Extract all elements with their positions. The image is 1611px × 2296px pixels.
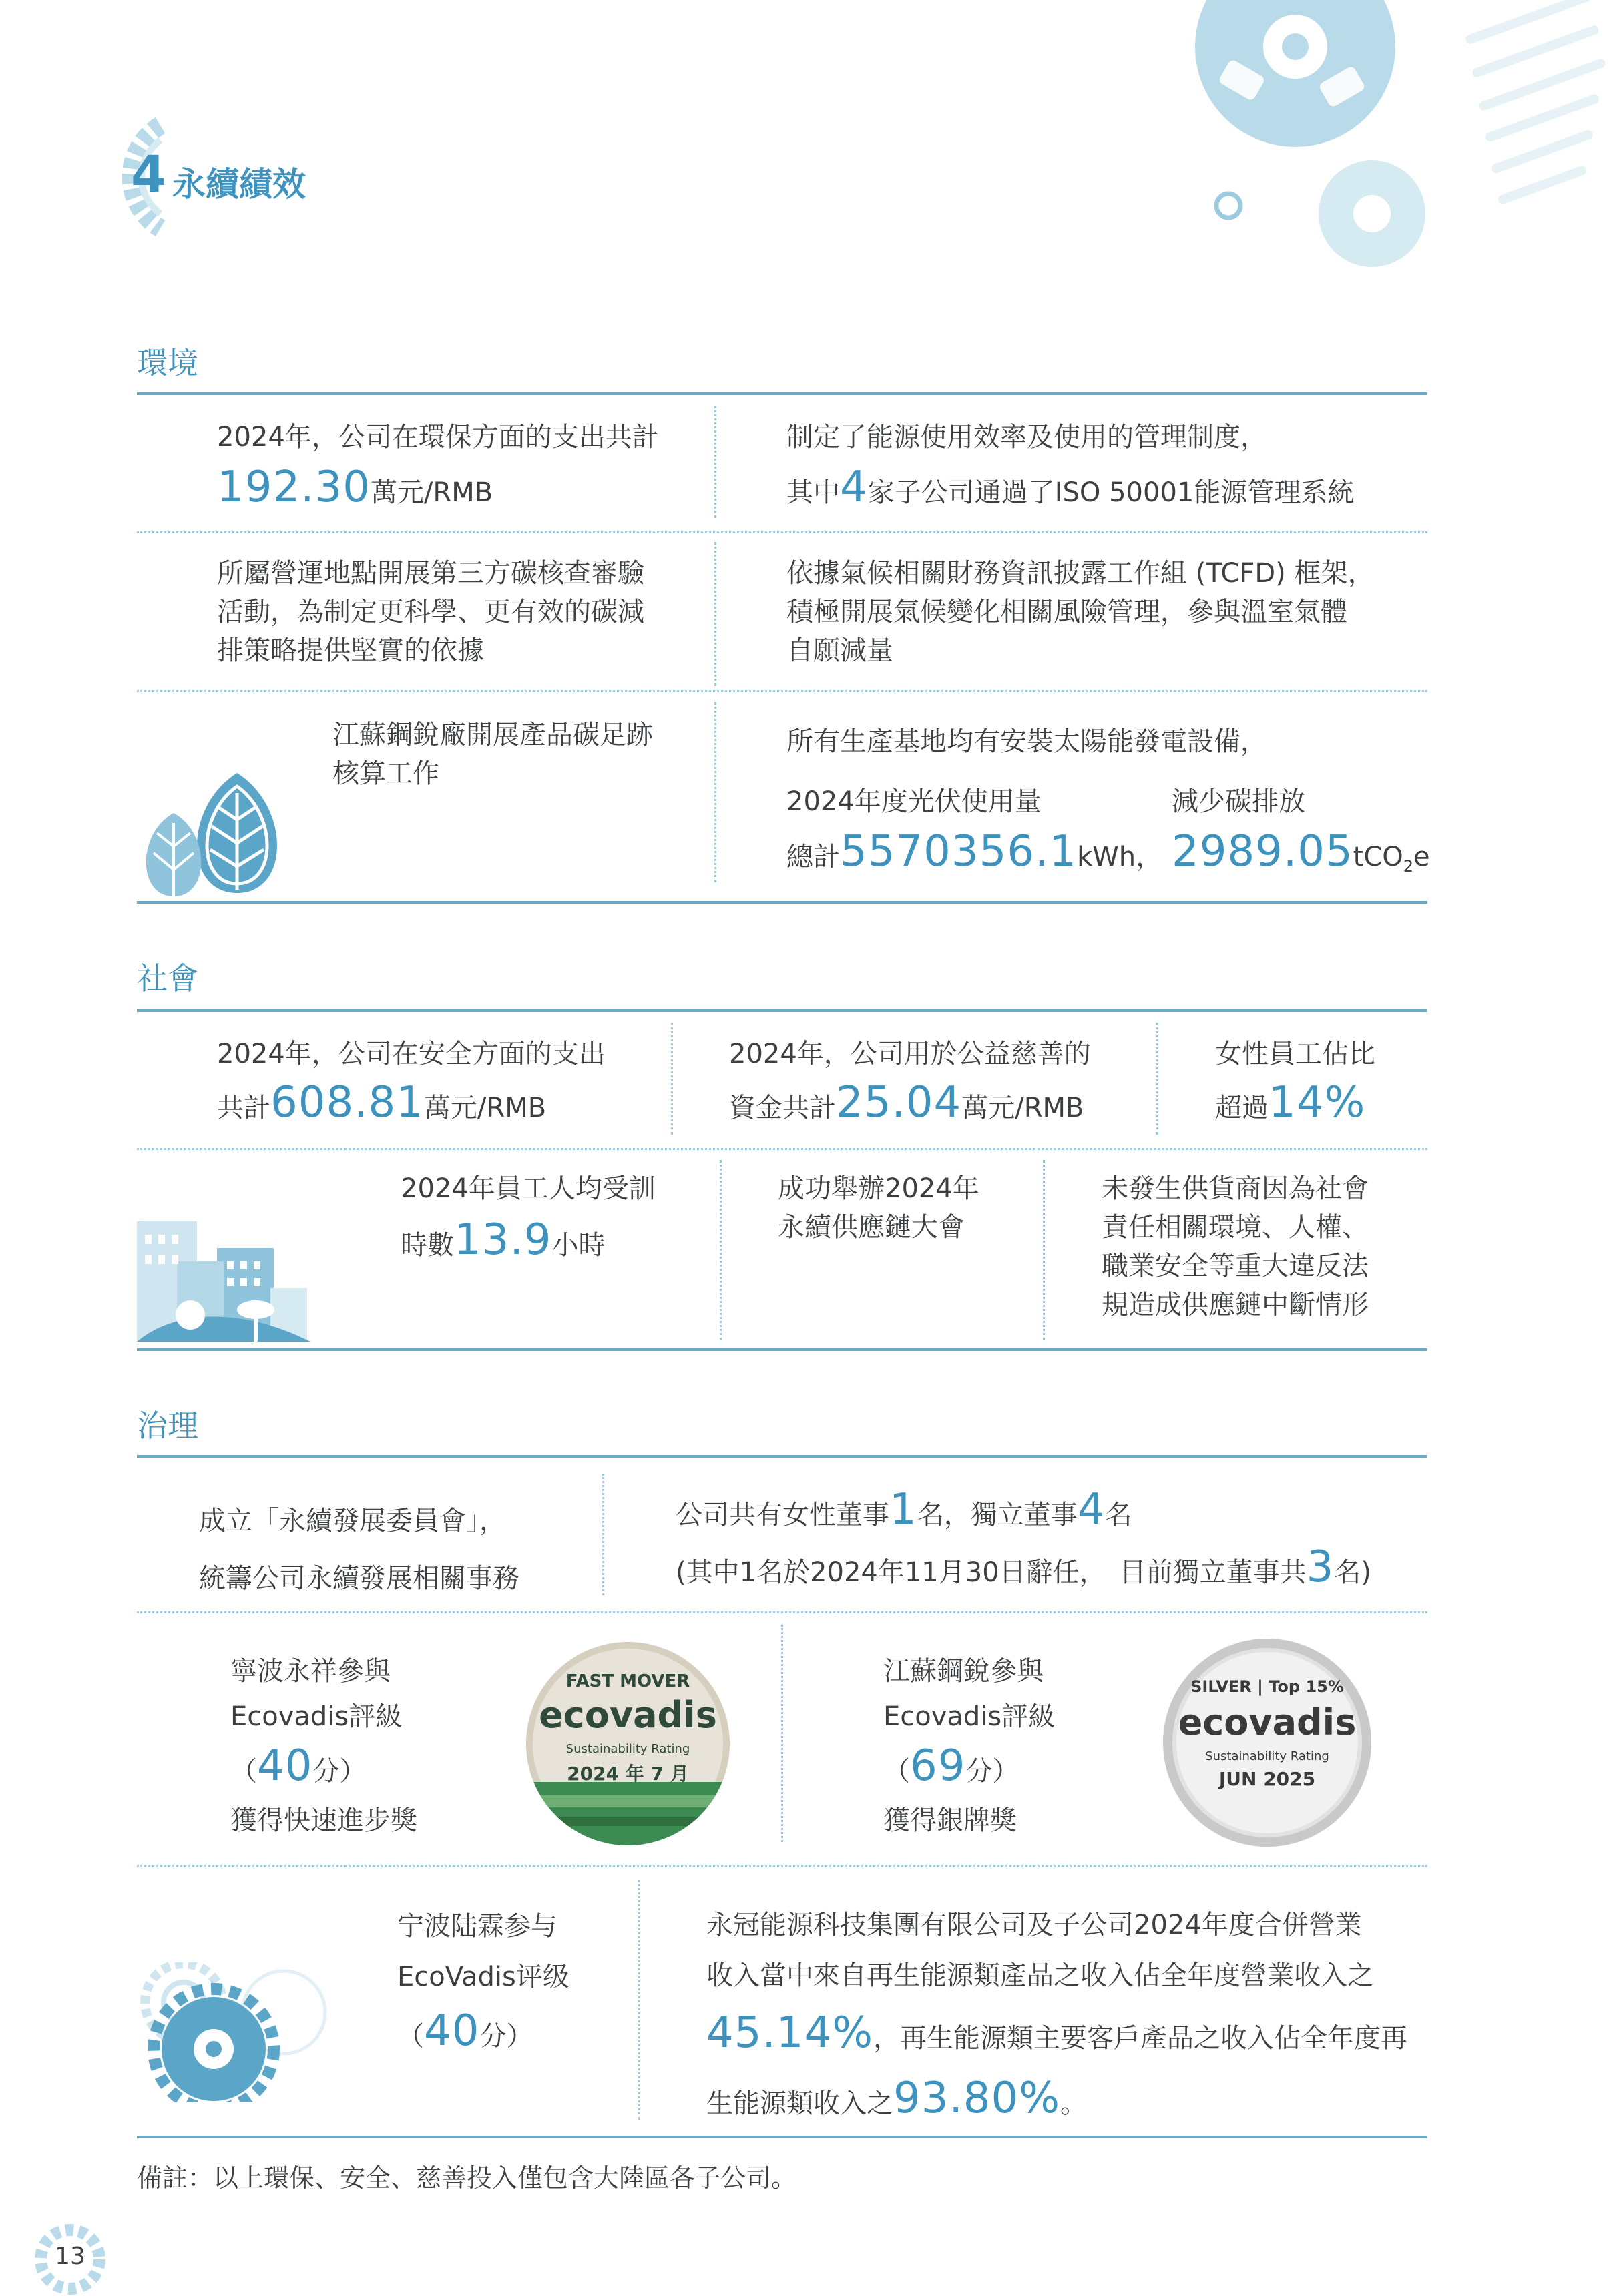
section-rule (137, 1009, 1427, 1012)
text-line: 未發生供貨商因為社會 (1102, 1173, 1369, 1204)
section-title-social: 社會 (137, 960, 198, 996)
section-rule (137, 392, 1427, 395)
env-energy-policy: 制定了能源使用效率及使用的管理制度， (786, 422, 1267, 453)
text-line: 職業安全等重大違反法 (1102, 1251, 1369, 1281)
section-rule (137, 2136, 1427, 2138)
soc-charity-label: 2024年，公司用於公益慈善的 (729, 1039, 1091, 1069)
env-expense-unit: 萬元/RMB (370, 477, 493, 508)
row-divider (137, 690, 1427, 692)
score-row (883, 1739, 1055, 1798)
soc-charity-row (729, 1076, 1084, 1135)
env-carbon-verification (217, 554, 644, 670)
env-carbon-unit: tCO (1353, 842, 1403, 872)
env-carbon-unit-e: e (1413, 842, 1430, 872)
env-iso-value: 4 (840, 463, 868, 512)
chapter-title: 永續績效 (172, 165, 306, 204)
soc-supplier-compliance (1102, 1169, 1369, 1324)
gov-ningbo-yx-rating (230, 1649, 417, 1843)
chapter-number: 4 (131, 144, 166, 204)
env-pv-row (786, 825, 1162, 884)
paren: ） (506, 2021, 533, 2052)
text-line: 收入當中來自再生能源類產品之收入佔全年度營業收入之 (706, 1960, 1374, 1991)
env-carbon-value: 2989.05 (1172, 827, 1353, 876)
text-line: 江蘇鋼銳參與 (883, 1656, 1044, 1687)
column-divider (1043, 1160, 1045, 1340)
city-illustration (137, 1215, 310, 1348)
section-rule (137, 901, 1427, 904)
text-line: 宁波陆霖参与 (397, 1911, 557, 1942)
gov-jiangsu-rating (883, 1649, 1055, 1843)
text-line: 活動，為制定更科學、更有效的碳減 (217, 597, 644, 627)
soc-training-unit: 小時 (551, 1230, 606, 1261)
gov-board-note-pre: (其中1名於2024年11月30日辭任， 目前獨立董事共 (676, 1557, 1307, 1588)
gov-board-mid: 名，獨立董事 (917, 1500, 1078, 1530)
text-line: EcoVadis评级 (397, 1962, 569, 1992)
text-line: 江蘇鋼銳廠開展產品碳足跡 (332, 720, 653, 750)
column-divider (671, 1023, 673, 1135)
text-line: 永冠能源科技集團有限公司及子公司2024年度合併營業 (706, 1910, 1362, 1940)
soc-female-row (1215, 1076, 1365, 1135)
footnote: 備註：以上環保、安全、慈善投入僅包含大陸區各子公司。 (137, 2163, 797, 2193)
badge-subtitle: Sustainability Rating (565, 1742, 690, 1756)
paren: ） (339, 1756, 367, 1787)
row-divider (137, 1865, 1427, 1867)
soc-training-pre: 時數 (401, 1230, 454, 1261)
text-span: 。 (1060, 2088, 1088, 2119)
soc-safety-label: 2024年，公司在安全方面的支出 (217, 1039, 606, 1069)
soc-charity-value: 25.04 (836, 1078, 962, 1127)
badge-brand: ecovadis (1178, 1701, 1357, 1743)
soc-training-label: 2024年員工人均受訓 (401, 1173, 656, 1204)
text-line: 成立「永續發展委員會」， (199, 1506, 506, 1536)
badge-brand: ecovadis (539, 1694, 717, 1736)
score-row (397, 2002, 569, 2065)
paren: （ (230, 1756, 257, 1787)
soc-safety-value: 608.81 (270, 1078, 424, 1127)
soc-training-row (401, 1213, 606, 1272)
env-expense-label: 2024年，公司在環保方面的支出共計 (217, 422, 659, 453)
page-number: 13 (55, 2243, 85, 2270)
badge-subtitle: Sustainability Rating (1205, 1749, 1329, 1763)
column-divider (602, 1474, 604, 1595)
env-pv-pre: 總計 (786, 842, 840, 872)
soc-training-value: 13.9 (454, 1215, 552, 1265)
section-title-governance: 治理 (137, 1408, 198, 1444)
gov-key-customer-share: 93.80% (893, 2074, 1061, 2123)
badge-field-stripe (526, 1817, 730, 1826)
text-line: 統籌公司永續發展相關事務 (199, 1563, 519, 1594)
soc-safety-pre: 共計 (217, 1093, 270, 1123)
text-line: 永續供應鏈大會 (778, 1212, 965, 1243)
score-unit: 分 (479, 2021, 507, 2052)
badge-date: JUN 2025 (1218, 1768, 1316, 1790)
column-divider (1156, 1023, 1158, 1135)
soc-safety-row (217, 1076, 546, 1135)
soc-supply-chain-conference (778, 1169, 979, 1247)
text-span: ，再生能源類主要客戶產品之收入佔全年度再 (873, 2023, 1408, 2054)
header-gear-decoration (1148, 0, 1611, 320)
text-line: 責任相關環境、人權、 (1102, 1212, 1369, 1243)
leaf-illustration (137, 766, 290, 900)
env-pv-value: 5570356.1 (840, 827, 1078, 876)
gov-board-post: 名 (1105, 1500, 1132, 1530)
badge-field-stripe (526, 1782, 730, 1845)
env-pv-label: 2024年度光伏使用量 (786, 786, 1042, 817)
text-line: 排策略提供堅實的依據 (217, 635, 484, 666)
env-tcfd (786, 554, 1374, 670)
env-carbon-label: 減少碳排放 (1172, 786, 1305, 817)
text-line (706, 2070, 1407, 2132)
section-rule (137, 1348, 1427, 1351)
text-line: 所屬營運地點開展第三方碳核查審驗 (217, 558, 644, 589)
gov-revenue-paragraph (706, 1900, 1407, 2132)
gov-committee (199, 1492, 519, 1607)
score-unit: 分 (312, 1756, 340, 1787)
text-line: 寧波永祥參與 (230, 1656, 391, 1687)
gov-board-note-post: 名) (1334, 1557, 1371, 1588)
soc-female-pre: 超過 (1215, 1093, 1269, 1123)
text-span: 生能源類收入之 (706, 2088, 893, 2119)
gov-ningbo-yx-score: 40 (257, 1741, 313, 1791)
paren: （ (397, 2021, 424, 2052)
env-solar: 所有生產基地均有安裝太陽能發電設備， (786, 726, 1267, 757)
gov-ningbo-ll-score: 40 (424, 2006, 480, 2056)
soc-charity-unit: 萬元/RMB (961, 1093, 1084, 1123)
text-line (706, 2001, 1407, 2070)
text-line: Ecovadis評級 (883, 1701, 1056, 1732)
paren: （ (883, 1756, 910, 1787)
column-divider (714, 542, 716, 686)
soc-charity-pre: 資金共計 (729, 1093, 836, 1123)
env-expense-value: 192.30 (217, 463, 371, 512)
soc-female-label: 女性員工佔比 (1215, 1039, 1375, 1069)
gov-independent-directors-value: 4 (1077, 1485, 1106, 1534)
section-rule (137, 1455, 1427, 1458)
gov-renewable-revenue-share: 45.14% (706, 2008, 874, 2058)
badge-top-label: FAST MOVER (565, 1671, 690, 1691)
row-divider (137, 531, 1427, 533)
env-carbon-footprint (332, 715, 653, 793)
env-iso-pre: 其中 (786, 477, 840, 508)
badge-date: 2024 年 7 月 (567, 1763, 689, 1785)
gov-ningbo-ll-rating (397, 1901, 569, 2065)
gov-board-row2 (676, 1540, 1371, 1599)
gov-jiangsu-score: 69 (910, 1741, 966, 1791)
env-expense-value-row (217, 461, 493, 519)
badge-field-stripe (526, 1795, 730, 1807)
text-line: Ecovadis評級 (230, 1701, 403, 1732)
gears-illustration (137, 1962, 337, 2102)
gov-current-independent-value: 3 (1306, 1542, 1335, 1592)
text-line: 自願減量 (786, 635, 893, 666)
text-line: 獲得快速進步獎 (230, 1805, 417, 1836)
ecovadis-fast-mover-badge (526, 1642, 730, 1845)
column-divider (781, 1625, 783, 1842)
gov-board-row1 (676, 1483, 1132, 1542)
env-carbon-row (1172, 825, 1430, 893)
gov-board-pre: 公司共有女性董事 (676, 1500, 889, 1530)
env-carbon-unit-sub: 2 (1403, 857, 1414, 876)
text-line: 依據氣候相關財務資訊披露工作組 (TCFD) 框架， (786, 558, 1375, 589)
soc-safety-unit: 萬元/RMB (423, 1093, 547, 1123)
column-divider (720, 1160, 722, 1340)
env-iso-post: 家子公司通過了ISO 50001能源管理系統 (867, 477, 1355, 508)
text-line: 積極開展氣候變化相關風險管理，參與溫室氣體 (786, 597, 1347, 627)
text-line: 核算工作 (332, 758, 439, 789)
env-iso-row (786, 461, 1354, 519)
section-title-environment: 環境 (137, 345, 198, 381)
soc-female-value: 14% (1269, 1078, 1366, 1127)
score-unit: 分 (965, 1756, 993, 1787)
column-divider (714, 702, 716, 882)
column-divider (714, 406, 716, 518)
score-row (230, 1739, 417, 1798)
text-line: 成功舉辦2024年 (778, 1173, 979, 1204)
env-pv-unit: kWh， (1077, 842, 1163, 872)
column-divider (638, 1880, 640, 2120)
row-divider (137, 1611, 1427, 1613)
text-line: 獲得銀牌獎 (883, 1805, 1017, 1836)
badge-top-label: SILVER | Top 15% (1190, 1677, 1344, 1696)
text-line: 規造成供應鏈中斷情形 (1102, 1289, 1369, 1320)
gov-female-directors-value: 1 (889, 1485, 917, 1534)
row-divider (137, 1148, 1427, 1150)
ecovadis-silver-badge (1163, 1639, 1371, 1847)
paren: ） (992, 1756, 1019, 1787)
